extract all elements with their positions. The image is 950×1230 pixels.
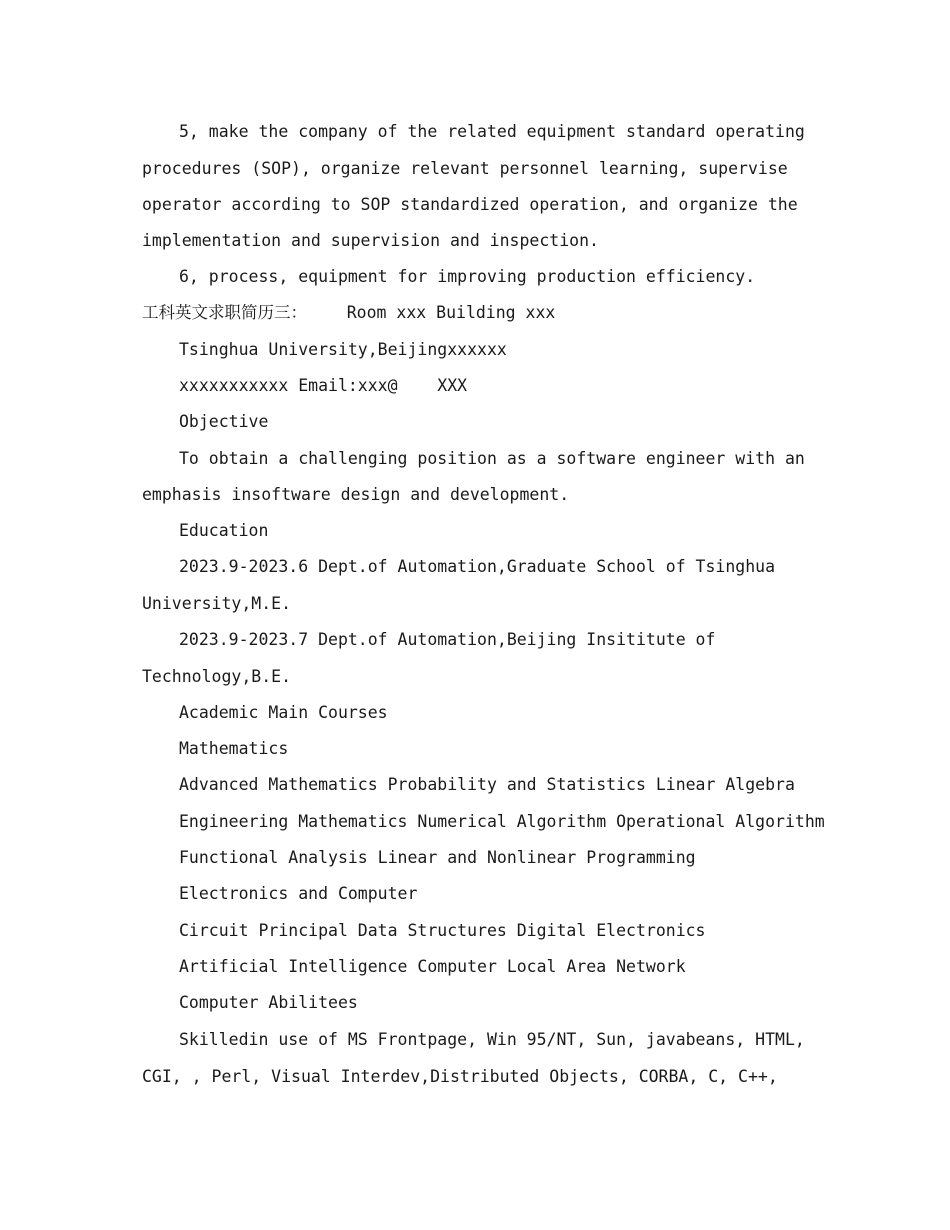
- text-line: operator according to SOP standardized operation, and organize the: [142, 195, 798, 214]
- text-line: 2023.9-2023.6 Dept.of Automation,Graduate School of Tsinghua: [179, 557, 776, 576]
- text-line: Technology,B.E.: [142, 667, 292, 686]
- text-line: xxxxxxxxxxx Email:xxx@ XXX: [179, 376, 468, 395]
- section-heading: Objective: [179, 412, 269, 431]
- text-line: procedures (SOP), organize relevant personnel learning, supervise: [142, 159, 788, 178]
- section-heading: 工科英文求职简历三： Room xxx Building xxx: [142, 303, 556, 322]
- text-line: CGI, , Perl, Visual Interdev,Distributed Objects, CORBA, C, C++,: [142, 1067, 778, 1086]
- text-line: emphasis insoftware design and development.: [142, 485, 570, 504]
- text-line: Electronics and Computer: [179, 884, 418, 903]
- text-line: Functional Analysis Linear and Nonlinear Programming: [179, 848, 696, 867]
- text-line: implementation and supervision and inspection.: [142, 231, 599, 250]
- text-line: 6, process, equipment for improving production efficiency.: [179, 267, 756, 286]
- text-line: To obtain a challenging position as a software engineer with an: [179, 449, 805, 468]
- text-line: Skilledin use of MS Frontpage, Win 95/NT, Sun, javabeans, HTML,: [179, 1030, 805, 1049]
- section-heading: Academic Main Courses: [179, 703, 388, 722]
- text-line: Tsinghua University,Beijingxxxxxx: [179, 340, 507, 359]
- section-heading: Computer Abilitees: [179, 993, 358, 1012]
- text-line: Artificial Intelligence Computer Local Area Network: [179, 957, 686, 976]
- text-line: University,M.E.: [142, 594, 292, 613]
- text-line: Mathematics: [179, 739, 289, 758]
- text-line: Advanced Mathematics Probability and Statistics Linear Algebra: [179, 775, 795, 794]
- text-line: Circuit Principal Data Structures Digital Electronics: [179, 921, 706, 940]
- text-line: 2023.9-2023.7 Dept.of Automation,Beijing Insititute of: [179, 630, 716, 649]
- text-line: Engineering Mathematics Numerical Algorithm Operational Algorithm: [179, 812, 825, 831]
- text-line: 5, make the company of the related equipment standard operating: [179, 122, 805, 141]
- section-heading: Education: [179, 521, 269, 540]
